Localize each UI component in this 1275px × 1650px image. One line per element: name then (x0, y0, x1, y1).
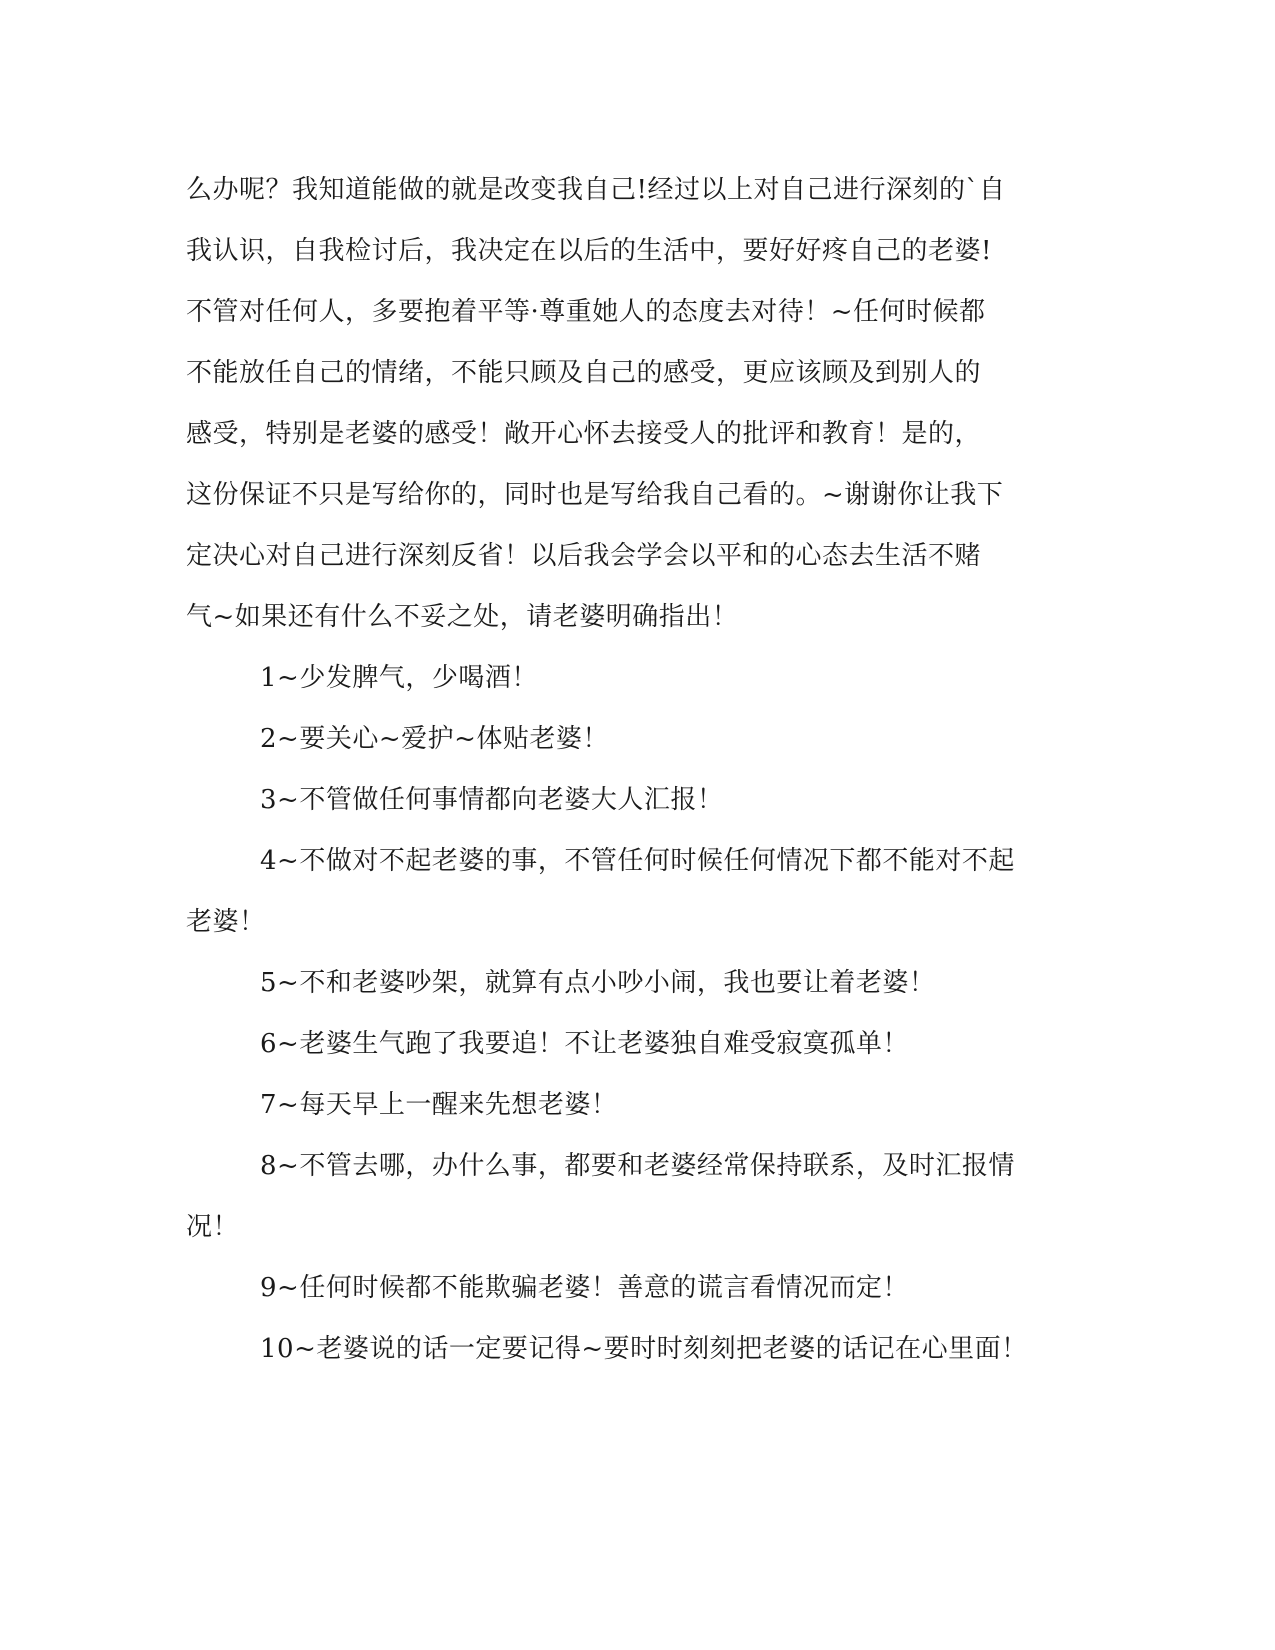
paragraph-line: 气~如果还有什么不妥之处，请老婆明确指出！ (186, 602, 739, 632)
list-item: 3~不管做任何事情都向老婆大人汇报！ (260, 785, 724, 815)
list-item: 8~不管去哪，办什么事，都要和老婆经常保持联系，及时汇报情 (260, 1151, 1015, 1181)
list-item: 5~不和老婆吵架，就算有点小吵小闹，我也要让着老婆！ (260, 968, 936, 998)
list-item: 10~老婆说的话一定要记得~要时时刻刻把老婆的话记在心里面！ (260, 1334, 1028, 1364)
list-item: 4~不做对不起老婆的事，不管任何时候任何情况下都不能对不起 (260, 846, 1015, 876)
list-item: 6~老婆生气跑了我要追！不让老婆独自难受寂寞孤单！ (260, 1029, 909, 1059)
paragraph-line: 不能放任自己的情绪，不能只顾及自己的感受，更应该顾及到别人的 (186, 358, 982, 388)
paragraph-line: 么办呢？我知道能做的就是改变我自己!经过以上对自己进行深刻的`自 (186, 175, 1006, 205)
list-item-continuation: 老婆！ (186, 907, 266, 937)
paragraph-line: 我认识，自我检讨后，我决定在以后的生活中，要好好疼自己的老婆! (186, 236, 992, 266)
paragraph-line: 定决心对自己进行深刻反省！以后我会学会以平和的心态去生活不赌 (186, 541, 982, 571)
list-item-continuation: 况！ (186, 1212, 240, 1242)
list-item: 7~每天早上一醒来先想老婆！ (260, 1090, 618, 1120)
list-item: 1~少发脾气，少喝酒！ (260, 663, 538, 693)
list-item: 9~任何时候都不能欺骗老婆！善意的谎言看情况而定！ (260, 1273, 909, 1303)
list-item: 2~要关心~爱护~体贴老婆！ (260, 724, 609, 754)
paragraph-line: 不管对任何人，多要抱着平等·尊重她人的态度去对待！~任何时候都 (186, 297, 986, 327)
paragraph-line: 这份保证不只是写给你的，同时也是写给我自己看的。~谢谢你让我下 (186, 480, 1004, 510)
document-body (186, 160, 1066, 1380)
paragraph-line: 感受，特别是老婆的感受！敞开心怀去接受人的批评和教育！是的， (186, 419, 982, 449)
